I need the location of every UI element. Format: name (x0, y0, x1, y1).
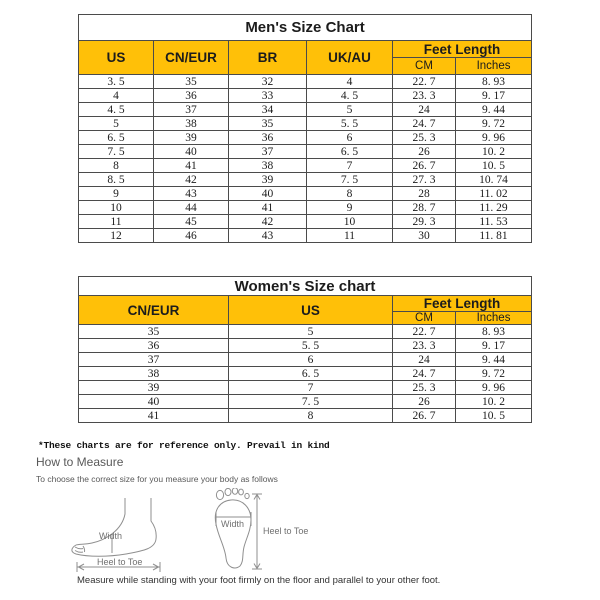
table-cell: 11. 02 (456, 187, 532, 201)
table-cell: 41 (229, 201, 307, 215)
table-cell: 24. 7 (393, 117, 456, 131)
mens-col-us: US (79, 41, 154, 75)
table-cell: 8. 93 (456, 325, 532, 339)
table-cell: 6. 5 (79, 131, 154, 145)
table-cell: 9. 44 (456, 103, 532, 117)
table-cell: 5 (229, 325, 393, 339)
table-cell: 29. 3 (393, 215, 456, 229)
table-row (79, 103, 532, 117)
side-heel-to-toe-label: Heel to Toe (97, 557, 143, 567)
table-cell: 9 (307, 201, 393, 215)
table-cell: 7 (229, 381, 393, 395)
table-row (79, 215, 532, 229)
table-row (79, 159, 532, 173)
mens-col-cm: CM (393, 58, 456, 75)
table-cell: 43 (229, 229, 307, 243)
table-cell: 9. 96 (456, 131, 532, 145)
table-row (79, 229, 532, 243)
table-cell: 10. 2 (456, 395, 532, 409)
table-cell: 4 (307, 75, 393, 89)
table-cell: 10. 5 (456, 409, 532, 423)
table-cell: 10 (307, 215, 393, 229)
table-cell: 10 (79, 201, 154, 215)
table-row (79, 353, 532, 367)
table-row (79, 325, 532, 339)
measure-caption: Measure while standing with your foot firmly on the floor and parallel to your other foot. (77, 575, 441, 586)
mens-col-uk-au: UK/AU (307, 41, 393, 75)
table-cell: 42 (154, 173, 229, 187)
table-cell: 6 (229, 353, 393, 367)
table-cell: 30 (393, 229, 456, 243)
table-cell: 24 (393, 103, 456, 117)
table-cell: 36 (79, 339, 229, 353)
table-cell: 46 (154, 229, 229, 243)
table-cell: 40 (154, 145, 229, 159)
table-cell: 28. 7 (393, 201, 456, 215)
table-row (79, 145, 532, 159)
table-cell: 26. 7 (393, 159, 456, 173)
mens-feet-length-header: Feet Length (393, 41, 532, 58)
table-cell: 33 (229, 89, 307, 103)
table-cell: 11 (79, 215, 154, 229)
table-cell: 4. 5 (307, 89, 393, 103)
table-cell: 25. 3 (393, 131, 456, 145)
table-cell: 9. 44 (456, 353, 532, 367)
table-row (79, 131, 532, 145)
table-cell: 11 (307, 229, 393, 243)
table-cell: 3. 5 (79, 75, 154, 89)
table-row (79, 89, 532, 103)
table-cell: 35 (79, 325, 229, 339)
table-cell: 11. 29 (456, 201, 532, 215)
womens-col-inches: Inches (456, 312, 532, 325)
table-cell: 8. 5 (79, 173, 154, 187)
table-cell: 36 (154, 89, 229, 103)
table-cell: 8 (307, 187, 393, 201)
table-cell: 39 (229, 173, 307, 187)
mens-col-inches: Inches (456, 58, 532, 75)
table-cell: 28 (393, 187, 456, 201)
table-cell: 4 (79, 89, 154, 103)
table-row (79, 173, 532, 187)
table-cell: 25. 3 (393, 381, 456, 395)
mens-chart-title: Men's Size Chart (79, 15, 532, 41)
table-cell: 10. 74 (456, 173, 532, 187)
table-cell: 4. 5 (79, 103, 154, 117)
table-cell: 23. 3 (393, 89, 456, 103)
top-heel-to-toe-label: Heel to Toe (263, 526, 309, 536)
table-cell: 6 (307, 131, 393, 145)
table-cell: 32 (229, 75, 307, 89)
table-cell: 9. 96 (456, 381, 532, 395)
table-cell: 5. 5 (307, 117, 393, 131)
mens-size-table (78, 14, 532, 243)
womens-feet-length-header: Feet Length (393, 296, 532, 312)
side-width-label: Width (99, 531, 123, 541)
table-row (79, 395, 532, 409)
table-row (79, 367, 532, 381)
table-cell: 11. 81 (456, 229, 532, 243)
womens-table-body (79, 325, 532, 423)
table-row (79, 75, 532, 89)
table-cell: 22. 7 (393, 325, 456, 339)
mens-col-br: BR (229, 41, 307, 75)
womens-col-cn-eur: CN/EUR (79, 296, 229, 325)
table-cell: 9. 72 (456, 367, 532, 381)
table-cell: 22. 7 (393, 75, 456, 89)
table-cell: 35 (229, 117, 307, 131)
table-cell: 45 (154, 215, 229, 229)
table-cell: 8 (79, 159, 154, 173)
table-cell: 9 (79, 187, 154, 201)
table-row (79, 187, 532, 201)
table-cell: 7. 5 (307, 173, 393, 187)
table-cell: 23. 3 (393, 339, 456, 353)
table-cell: 36 (229, 131, 307, 145)
table-row (79, 339, 532, 353)
mens-col-cn-eur: CN/EUR (154, 41, 229, 75)
table-cell: 26 (393, 145, 456, 159)
table-cell: 9. 72 (456, 117, 532, 131)
table-row (79, 117, 532, 131)
table-cell: 41 (79, 409, 229, 423)
table-cell: 26. 7 (393, 409, 456, 423)
womens-col-us: US (229, 296, 393, 325)
table-cell: 40 (229, 187, 307, 201)
table-cell: 9. 17 (456, 339, 532, 353)
table-cell: 44 (154, 201, 229, 215)
table-cell: 24 (393, 353, 456, 367)
table-cell: 37 (79, 353, 229, 367)
table-cell: 8. 93 (456, 75, 532, 89)
table-cell: 6. 5 (229, 367, 393, 381)
table-cell: 7. 5 (79, 145, 154, 159)
table-row (79, 409, 532, 423)
table-cell: 5 (307, 103, 393, 117)
table-cell: 38 (79, 367, 229, 381)
table-cell: 39 (154, 131, 229, 145)
womens-size-table (78, 276, 532, 423)
top-width-label: Width (221, 519, 245, 529)
table-cell: 43 (154, 187, 229, 201)
womens-col-cm: CM (393, 312, 456, 325)
table-row (79, 381, 532, 395)
table-cell: 12 (79, 229, 154, 243)
table-cell: 5 (79, 117, 154, 131)
table-cell: 24. 7 (393, 367, 456, 381)
table-cell: 40 (79, 395, 229, 409)
table-cell: 11. 53 (456, 215, 532, 229)
table-cell: 26 (393, 395, 456, 409)
table-cell: 35 (154, 75, 229, 89)
mens-table-body (79, 75, 532, 243)
reference-note: *These charts are for reference only. Prevail in kind (38, 440, 330, 451)
table-cell: 8 (229, 409, 393, 423)
table-cell: 7 (307, 159, 393, 173)
how-to-measure-heading: How to Measure (36, 455, 124, 469)
table-cell: 37 (154, 103, 229, 117)
table-row (79, 201, 532, 215)
table-cell: 38 (154, 117, 229, 131)
table-cell: 37 (229, 145, 307, 159)
table-cell: 39 (79, 381, 229, 395)
table-cell: 27. 3 (393, 173, 456, 187)
table-cell: 38 (229, 159, 307, 173)
table-cell: 5. 5 (229, 339, 393, 353)
table-cell: 6. 5 (307, 145, 393, 159)
table-cell: 10. 5 (456, 159, 532, 173)
table-cell: 41 (154, 159, 229, 173)
table-cell: 9. 17 (456, 89, 532, 103)
table-cell: 7. 5 (229, 395, 393, 409)
table-cell: 10. 2 (456, 145, 532, 159)
womens-chart-title: Women's Size chart (79, 277, 532, 296)
table-cell: 34 (229, 103, 307, 117)
how-to-measure-subheading: To choose the correct size for you measure your body as follows (36, 474, 278, 484)
table-cell: 42 (229, 215, 307, 229)
